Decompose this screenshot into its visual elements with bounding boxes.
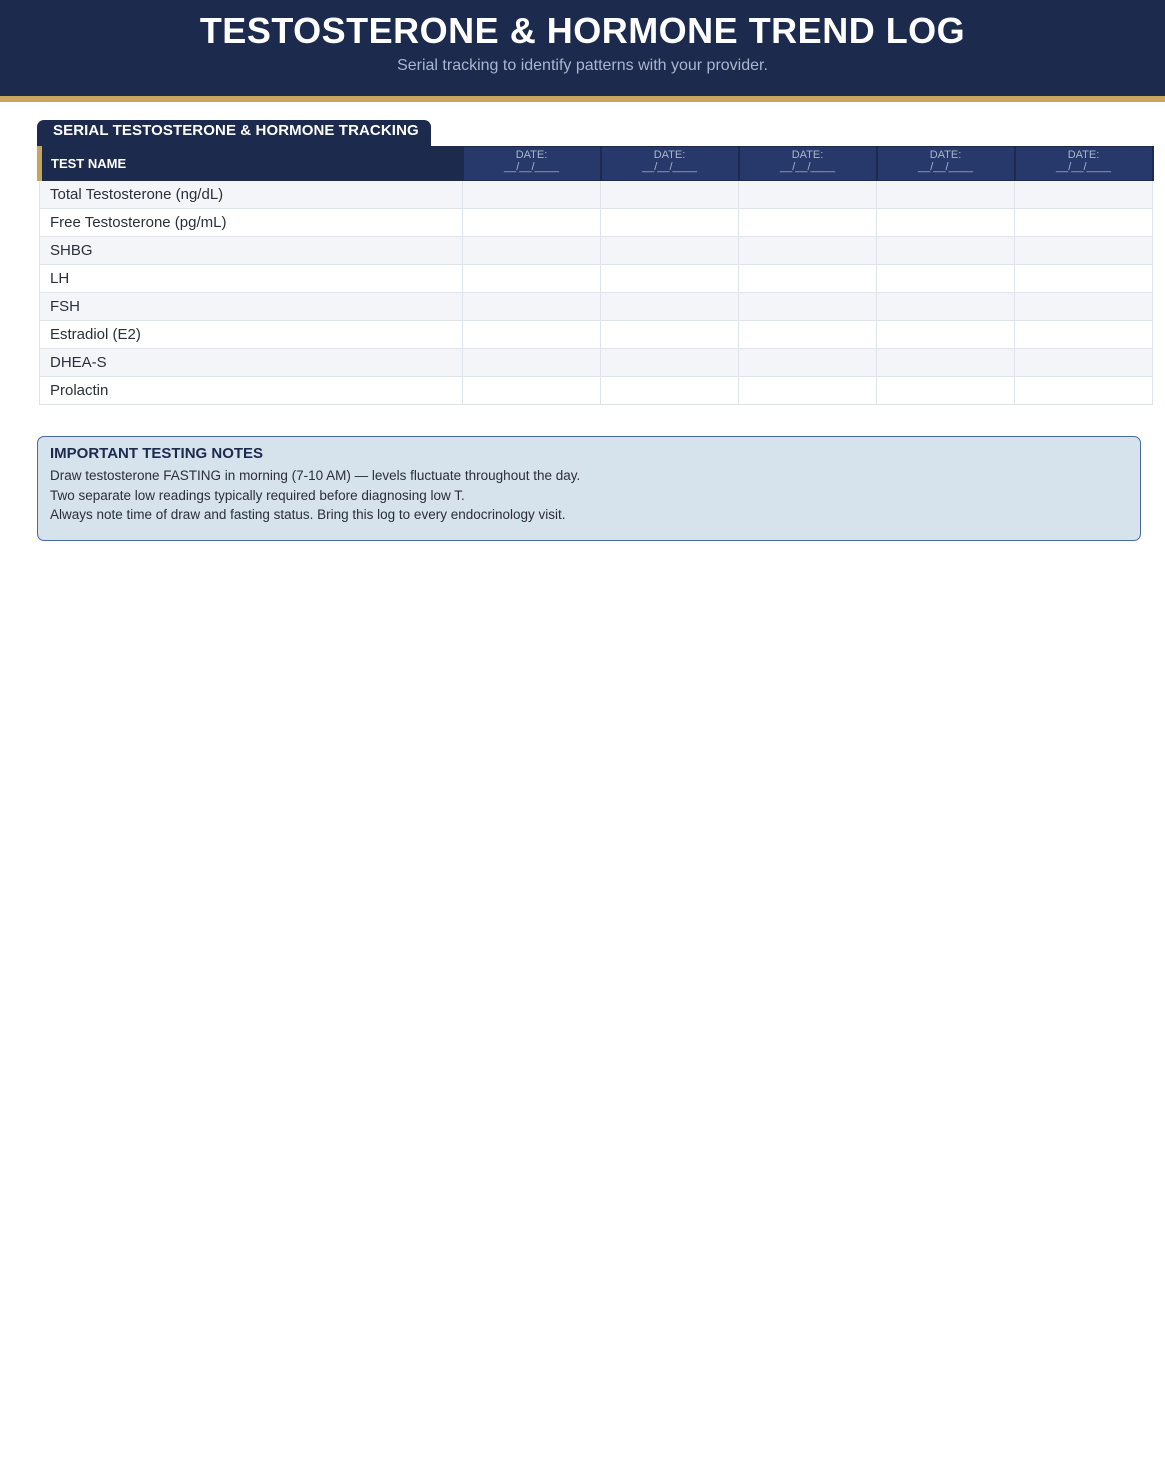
page-header (0, 0, 1165, 96)
date-column-header[interactable] (877, 147, 1015, 181)
test-name-cell: Free Testosterone (pg/mL) (40, 209, 463, 237)
result-entry-cell[interactable] (739, 321, 877, 349)
table-row (40, 181, 1153, 209)
note-line: Always note time of draw and fasting status. Bring this log to every endocrinology visit. (50, 507, 566, 522)
result-entry-cell[interactable] (1015, 293, 1153, 321)
result-entry-cell[interactable] (739, 377, 877, 405)
test-name-cell: LH (40, 265, 463, 293)
result-entry-cell[interactable] (1015, 181, 1153, 209)
section-title-tab: SERIAL TESTOSTERONE & HORMONE TRACKING (37, 120, 431, 147)
notes-title: IMPORTANT TESTING NOTES (50, 445, 264, 462)
test-name-cell: Total Testosterone (ng/dL) (40, 181, 463, 209)
table-row (40, 209, 1153, 237)
table-row (40, 293, 1153, 321)
result-entry-cell[interactable] (1015, 237, 1153, 265)
result-entry-cell[interactable] (601, 181, 739, 209)
result-entry-cell[interactable] (739, 293, 877, 321)
date-label: DATE: (929, 149, 962, 161)
date-blank[interactable]: __/__/____ (503, 161, 560, 173)
date-blank[interactable]: __/__/____ (779, 161, 836, 173)
result-entry-cell[interactable] (739, 265, 877, 293)
page-subtitle: Serial tracking to identify patterns with your provider. (397, 57, 768, 74)
table-header-row (40, 147, 1153, 181)
result-entry-cell[interactable] (463, 209, 601, 237)
test-name-cell: SHBG (40, 237, 463, 265)
date-column-header[interactable] (601, 147, 739, 181)
result-entry-cell[interactable] (877, 181, 1015, 209)
date-column-header[interactable] (1015, 147, 1153, 181)
result-entry-cell[interactable] (877, 321, 1015, 349)
result-entry-cell[interactable] (601, 293, 739, 321)
date-blank[interactable]: __/__/____ (1055, 161, 1112, 173)
table-row (40, 377, 1153, 405)
result-entry-cell[interactable] (877, 237, 1015, 265)
table-body (40, 181, 1153, 405)
result-entry-cell[interactable] (877, 209, 1015, 237)
result-entry-cell[interactable] (1015, 209, 1153, 237)
result-entry-cell[interactable] (463, 321, 601, 349)
result-entry-cell[interactable] (877, 349, 1015, 377)
table-row (40, 349, 1153, 377)
date-blank[interactable]: __/__/____ (641, 161, 698, 173)
test-name-cell: Prolactin (40, 377, 463, 405)
result-entry-cell[interactable] (601, 349, 739, 377)
result-entry-cell[interactable] (463, 377, 601, 405)
result-entry-cell[interactable] (463, 293, 601, 321)
note-line: Two separate low readings typically required before diagnosing low T. (50, 487, 465, 503)
result-entry-cell[interactable] (601, 237, 739, 265)
note-line: Draw testosterone FASTING in morning (7-10 AM) — levels fluctuate throughout the day. (50, 468, 581, 483)
result-entry-cell[interactable] (877, 265, 1015, 293)
date-column-header[interactable] (739, 147, 877, 181)
table-row (40, 265, 1153, 293)
result-entry-cell[interactable] (739, 237, 877, 265)
test-name-cell: Estradiol (E2) (40, 321, 463, 349)
table-row (40, 237, 1153, 265)
result-entry-cell[interactable] (739, 209, 877, 237)
test-name-cell: DHEA-S (40, 349, 463, 377)
date-label: DATE: (791, 149, 824, 161)
testing-notes-box (37, 436, 1141, 541)
result-entry-cell[interactable] (601, 321, 739, 349)
result-entry-cell[interactable] (877, 377, 1015, 405)
date-label: DATE: (1067, 149, 1100, 161)
date-label: DATE: (515, 149, 548, 161)
page-title: TESTOSTERONE & HORMONE TREND LOG (199, 10, 966, 51)
result-entry-cell[interactable] (739, 181, 877, 209)
result-entry-cell[interactable] (601, 377, 739, 405)
hormone-log-table (37, 146, 1154, 405)
result-entry-cell[interactable] (463, 349, 601, 377)
result-entry-cell[interactable] (1015, 265, 1153, 293)
result-entry-cell[interactable] (601, 265, 739, 293)
date-column-header[interactable] (463, 147, 601, 181)
table-row (40, 321, 1153, 349)
test-name-header: TEST NAME (40, 147, 463, 181)
result-entry-cell[interactable] (739, 349, 877, 377)
result-entry-cell[interactable] (463, 181, 601, 209)
result-entry-cell[interactable] (463, 237, 601, 265)
test-name-cell: FSH (40, 293, 463, 321)
result-entry-cell[interactable] (601, 209, 739, 237)
result-entry-cell[interactable] (463, 265, 601, 293)
result-entry-cell[interactable] (1015, 349, 1153, 377)
result-entry-cell[interactable] (877, 293, 1015, 321)
result-entry-cell[interactable] (1015, 321, 1153, 349)
date-label: DATE: (653, 149, 686, 161)
header-divider (0, 96, 1165, 102)
date-blank[interactable]: __/__/____ (917, 161, 974, 173)
result-entry-cell[interactable] (1015, 377, 1153, 405)
